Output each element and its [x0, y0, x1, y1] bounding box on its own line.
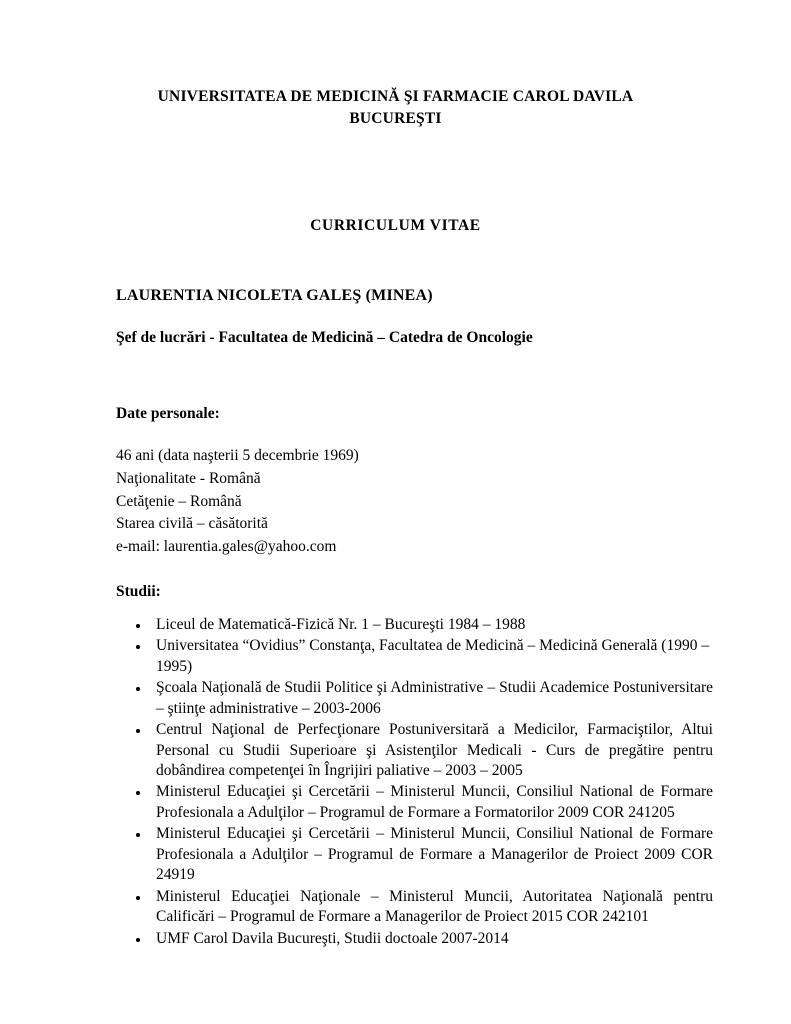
section-heading-studies: Studii:	[116, 582, 161, 600]
list-item: • Ministerul Educaţiei şi Cercetării – Ministerul Muncii, Consiliul National de Formare Profesionala a Adulţilor – Programul de Formare a Managerilor de Proiect 2009 COR 24919	[150, 824, 713, 885]
personal-detail-email: e-mail: laurentia.gales@yahoo.com	[116, 538, 337, 556]
person-name: LAURENTIA NICOLETA GALEŞ (MINEA)	[116, 286, 433, 304]
personal-detail-citizenship: Cetăţenie – Română	[116, 492, 242, 510]
university-header	[129, 86, 662, 131]
list-item: • Centrul Naţional de Perfecţionare Postuniversitară a Medicilor, Farmaciştilor, Altui Personal cu Studii Superioare şi Asistenţilor Medicali - Curs de pregătire pentru dobândirea competenţei în Îngrijiri paliative – 2003 – 2005	[150, 720, 713, 781]
list-item: • Ministerul Educaţiei Naţionale – Ministerul Muncii, Autoritatea Naţională pentru Calificări – Programul de Formare a Managerilor de Proiect 2015 COR 242101	[150, 887, 713, 928]
list-item: • Universitatea “Ovidius” Constanţa, Facultatea de Medicină – Medicină Generală (1990 – 1995)	[150, 636, 713, 677]
personal-detail-nationality: Naţionalitate - Română	[116, 469, 261, 487]
list-item: • Ministerul Educaţiei şi Cercetării – Ministerul Muncii, Consiliul National de Formare Profesionala a Adulţilor – Programul de Formare a Formatorilor 2009 COR 241205	[150, 782, 713, 823]
personal-detail-age: 46 ani (data naşterii 5 decembrie 1969)	[116, 446, 359, 464]
section-heading-personal: Date personale:	[116, 404, 220, 422]
person-role: Şef de lucrări - Facultatea de Medicină – Catedra de Oncologie	[116, 328, 533, 346]
document-title: CURRICULUM VITAE	[310, 216, 481, 234]
list-item: • UMF Carol Davila Bucureşti, Studii doctoale 2007-2014	[150, 929, 713, 949]
list-item: • Liceul de Matematică-Fizică Nr. 1 – Bucureşti 1984 – 1988	[150, 615, 713, 635]
studies-list	[78, 615, 713, 949]
personal-details	[116, 445, 713, 559]
university-header-line2: BUCUREŞTI	[349, 110, 442, 128]
personal-detail-marital-status: Starea civilă – căsătorită	[116, 515, 268, 533]
list-item: • Şcoala Naţională de Studii Politice şi Administrative – Studii Academice Postuniversitare – ştiinţe administrative – 2003-2006	[150, 678, 713, 719]
university-header-line1: UNIVERSITATEA DE MEDICINĂ ŞI FARMACIE CAROL DAVILA	[157, 88, 634, 105]
